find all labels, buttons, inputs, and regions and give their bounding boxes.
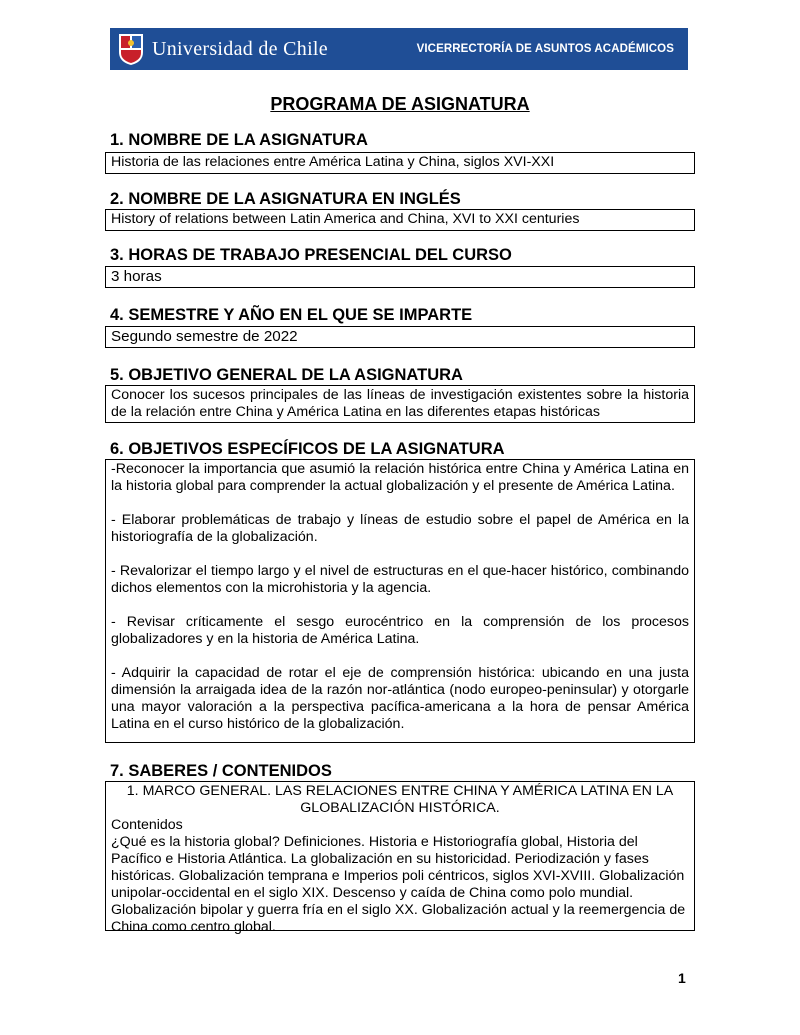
page-title: PROGRAMA DE ASIGNATURA <box>270 94 530 114</box>
course-name: Historia de las relaciones entre América Latina y China, siglos XVI-XXI <box>111 154 555 170</box>
section-5-title: 5. OBJETIVO GENERAL DE LA ASIGNATURA <box>110 366 463 384</box>
general-objective: Conocer los sucesos principales de las líneas de investigación existentes sobre la historia de la relación entre China y América Latina en las diferentes etapas históricas <box>111 387 689 420</box>
course-hours: 3 horas <box>111 268 162 285</box>
section-6-title: 6. OBJETIVOS ESPECÍFICOS DE LA ASIGNATURA <box>110 440 505 458</box>
contents-label: Contenidos <box>111 817 183 833</box>
header-banner <box>110 28 688 70</box>
specific-objective: - Elaborar problemáticas de trabajo y líneas de estudio sobre el papel de América en la historiografía de la globalización. <box>111 512 689 545</box>
section-3-title: 3. HORAS DE TRABAJO PRESENCIAL DEL CURSO <box>110 246 512 264</box>
contents-text: ¿Qué es la historia global? Definiciones. Historia e Historiografía global, Historia del Pacífico e Historia Atlántica. La globalización en su historicidad. Periodización y fases históricas. Globalización temprana e Imperios poli céntricos, siglos XVI-XVIII. Globalización unipolar-occidental en el siglo XIX. Descenso y caída de China como polo mundial. Globalización bipolar y guerra fría en el siglo XX. Globalización actual y la reemergencia de China como centro global. <box>111 834 686 935</box>
section-2-title: 2. NOMBRE DE LA ASIGNATURA EN INGLÉS <box>110 190 461 208</box>
section-7-box <box>105 781 695 935</box>
section-2-box <box>105 209 695 231</box>
page-number: 1 <box>678 970 686 986</box>
specific-objective: - Adquirir la capacidad de rotar el eje de comprensión histórica: ubicando en una justa dimensión la arraigada idea de la razón nor-atlántica (nodo europeo-peninsular) y otorgarle una mayor valoración a la perspectiva pacífica-americana a la hora de pensar América Latina en el curso histórico de la globalización. <box>111 665 689 732</box>
section-6-box <box>105 459 695 743</box>
institution-name: Universidad de Chile <box>152 38 328 60</box>
course-name-english: History of relations between Latin America and China, XVI to XXI centuries <box>111 211 580 227</box>
specific-objective: - Revisar críticamente el sesgo eurocéntrico en la comprensión de los procesos globalizadores y en la historia de América Latina. <box>111 614 689 647</box>
section-5-box <box>105 385 695 423</box>
specific-objective: - Revalorizar el tiempo largo y el nivel de estructuras en el que-hacer histórico, combinando dichos elementos con la microhistoria y la agencia. <box>111 563 689 596</box>
section-7-title: 7. SABERES / CONTENIDOS <box>110 762 332 780</box>
section-3-box <box>105 266 695 288</box>
section-4-box <box>105 326 695 348</box>
section-1-title: 1. NOMBRE DE LA ASIGNATURA <box>110 131 368 149</box>
section-1-box <box>105 152 695 174</box>
unit-title: 1. MARCO GENERAL. LAS RELACIONES ENTRE CHINA Y AMÉRICA LATINA EN LA GLOBALIZACIÓN HISTÓRICA. <box>126 783 674 816</box>
department-name: VICERRECTORÍA DE ASUNTOS ACADÉMICOS <box>416 43 674 55</box>
university-crest-icon <box>118 32 144 66</box>
specific-objective: -Reconocer la importancia que asumió la relación histórica entre China y América Latina en la historia global para comprender la actual globalización y el presente de América Latina. <box>111 461 689 494</box>
course-semester: Segundo semestre de 2022 <box>111 328 298 345</box>
section-4-title: 4. SEMESTRE Y AÑO EN EL QUE SE IMPARTE <box>110 306 473 324</box>
